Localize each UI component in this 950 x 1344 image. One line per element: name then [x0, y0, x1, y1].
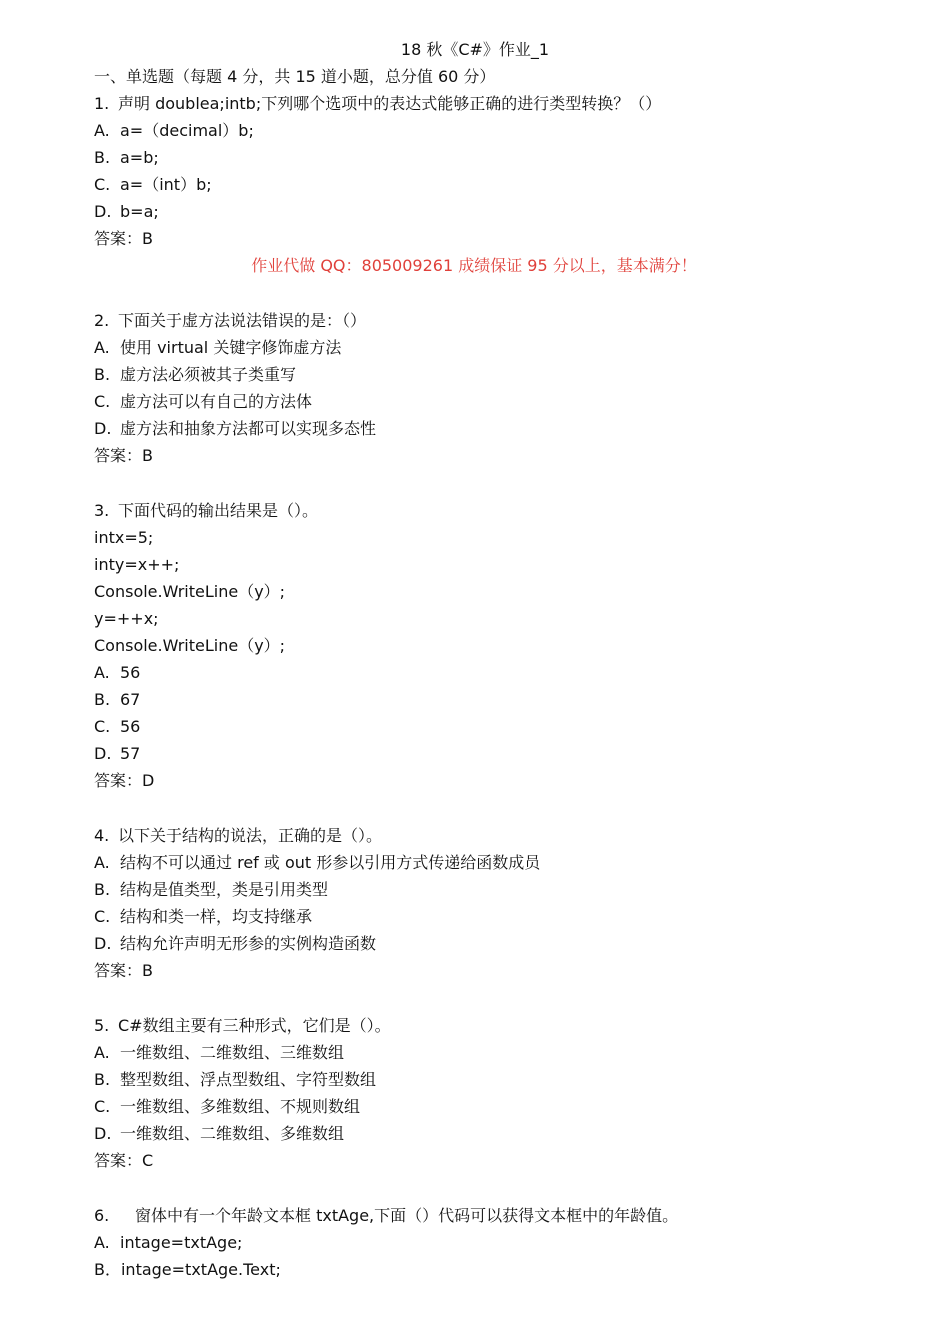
code-line: Console.WriteLine（y）;: [94, 636, 286, 655]
question-stem: [94, 307, 914, 334]
question-text: C#数组主要有三种形式，它们是（）。: [118, 1016, 391, 1035]
code-line: y=++x;: [94, 609, 159, 628]
question-number: 4.: [94, 826, 110, 845]
option-d: D. 结构允许声明无形参的实例构造函数: [94, 934, 377, 953]
question-stem: [94, 1202, 914, 1229]
question-number: 6.: [94, 1206, 110, 1225]
option-b: B. a=b;: [94, 148, 159, 167]
option-b: B. 整型数组、浮点型数组、字符型数组: [94, 1070, 377, 1089]
code-line: intx=5;: [94, 528, 154, 547]
code-line: inty=x++;: [94, 555, 180, 574]
code-line: Console.WriteLine（y）;: [94, 582, 286, 601]
question-5: [94, 1012, 914, 1174]
document-body: [94, 64, 914, 1283]
question-number: 1.: [94, 94, 110, 113]
question-stem: [94, 90, 914, 117]
question-text: 声明 doublea;intb;下列哪个选项中的表达式能够正确的进行类型转换？（）: [118, 94, 662, 113]
question-4: [94, 822, 914, 984]
option-b: B．intage=txtAge.Text;: [94, 1260, 281, 1279]
option-d: D. 57: [94, 744, 141, 763]
option-d: D. 虚方法和抽象方法都可以实现多态性: [94, 419, 377, 438]
answer: 答案：B: [94, 446, 153, 465]
question-text: 窗体中有一个年龄文本框 txtAge,下面（）代码可以获得文本框中的年龄值。: [135, 1206, 679, 1225]
question-3: [94, 497, 914, 794]
option-b: B. 虚方法必须被其子类重写: [94, 365, 297, 384]
option-a: A. 使用 virtual 关键字修饰虚方法: [94, 338, 342, 357]
promo-notice: 作业代做 QQ：805009261 成绩保证 95 分以上，基本满分！: [251, 256, 697, 275]
option-a: A. 56: [94, 663, 141, 682]
option-b: B. 67: [94, 690, 141, 709]
question-6: [94, 1202, 914, 1283]
option-a: A. intage=txtAge;: [94, 1233, 243, 1252]
document-title: 18 秋《C#》作业_1: [400, 40, 550, 59]
question-stem: [94, 497, 914, 524]
answer: 答案：B: [94, 229, 153, 248]
question-text: 下面代码的输出结果是（）。: [118, 501, 319, 520]
option-c: C. 虚方法可以有自己的方法体: [94, 392, 313, 411]
option-d: D. 一维数组、二维数组、多维数组: [94, 1124, 345, 1143]
question-1: [94, 90, 914, 279]
answer: 答案：B: [94, 961, 153, 980]
option-b: B. 结构是值类型，类是引用类型: [94, 880, 329, 899]
question-stem: [94, 1012, 914, 1039]
option-c: C. 一维数组、多维数组、不规则数组: [94, 1097, 361, 1116]
question-number: 3.: [94, 501, 110, 520]
question-number: 5.: [94, 1016, 110, 1035]
question-2: [94, 307, 914, 469]
question-number: 2.: [94, 311, 110, 330]
section-header: 一、单选题（每题 4 分，共 15 道小题，总分值 60 分）: [94, 67, 496, 86]
option-c: C. a=（int）b;: [94, 175, 212, 194]
answer: 答案：D: [94, 771, 155, 790]
answer: 答案：C: [94, 1151, 154, 1170]
option-c: C. 结构和类一样，均支持继承: [94, 907, 313, 926]
option-a: A. 结构不可以通过 ref 或 out 形参以引用方式传递给函数成员: [94, 853, 541, 872]
question-stem: [94, 822, 914, 849]
option-a: A. a=（decimal）b;: [94, 121, 254, 140]
question-text: 下面关于虚方法说法错误的是：（）: [118, 311, 367, 330]
question-text: 以下关于结构的说法，正确的是（）。: [118, 826, 383, 845]
option-d: D. b=a;: [94, 202, 159, 221]
option-c: C. 56: [94, 717, 141, 736]
option-a: A. 一维数组、二维数组、三维数组: [94, 1043, 345, 1062]
